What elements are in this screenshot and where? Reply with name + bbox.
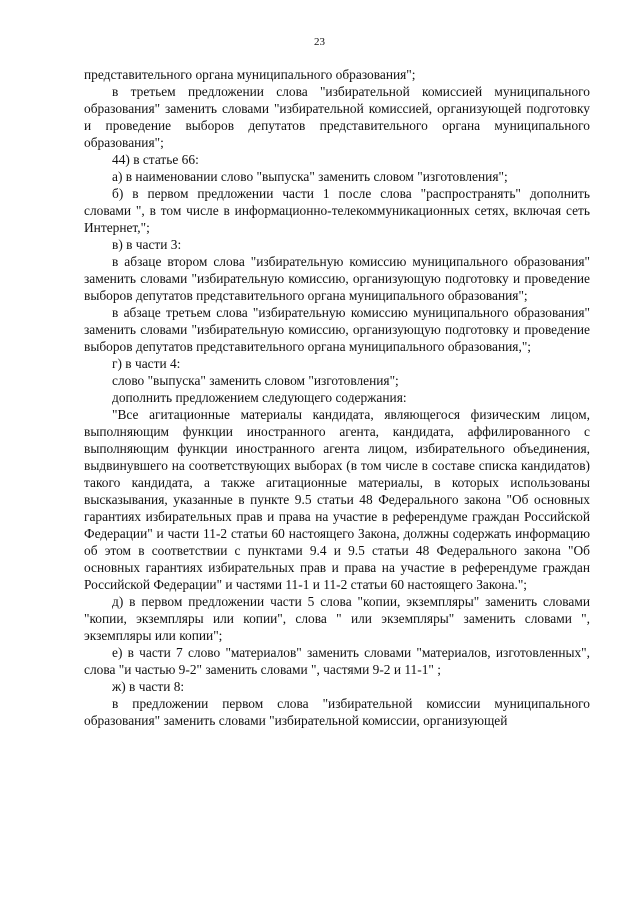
paragraph: дополнить предложением следующего содержания: [112, 390, 407, 405]
paragraph: слово "выпуска" заменить словом "изготовления"; [112, 373, 399, 388]
paragraph: 44) в статье 66: [112, 152, 199, 167]
paragraph: д) в первом предложении части 5 слова "копии, экземпляры" заменить словами "копии, экземпляры или копии", слова " или экземпляры" заменить словами ", экземпляры или копии"; [84, 594, 590, 643]
paragraph: в) в части 3: [112, 237, 182, 252]
paragraph: а) в наименовании слово "выпуска" заменить словом "изготовления"; [112, 169, 508, 184]
paragraph: в третьем предложении слова "избирательной комиссией муниципального образования" заменить словами "избирательной комиссией, организующей подготовку и проведение выборов депутатов представительного органа муниципального образования"; [84, 84, 590, 150]
paragraph: е) в части 7 слово "материалов" заменить словами "материалов, изготовленных", слова "и частью 9-2" заменить словами ", частями 9-2 и 11-1" ; [84, 645, 590, 677]
paragraph: в предложении первом слова "избирательной комиссии муниципального образования" заменить словами "избирательной комиссии, организующей [84, 696, 590, 728]
page-number: 23 [314, 36, 325, 48]
paragraph: ж) в части 8: [112, 679, 185, 694]
paragraph: представительного органа муниципального образования"; [84, 67, 416, 82]
paragraph: б) в первом предложении части 1 после слова "распространять" дополнить словами ", в том числе в информационно-телекоммуникационных сетях, включая сеть Интернет,"; [84, 186, 590, 235]
paragraph: "Все агитационные материалы кандидата, являющегося физическим лицом, выполняющим функции иностранного агента, кандидата, аффилированного с выполняющим функции иностранного агента лицом, избирательного объединения, выдвинувшего на соответствующих выборах (в том числе в составе списка кандидатов) такого кандидата, а также агитационные материалы, в которых использованы высказывания, указанные в пункте 9.5 статьи 48 Федерального закона "Об основных гарантиях избирательных прав и права на участие в референдуме граждан Российской Федерации" и части 11-2 статьи 60 настоящего Закона, должны содержать информацию об этом в соответствии с пунктами 9.4 и 9.5 статьи 48 Федерального закона "Об основных гарантиях избирательных прав и права на участие в референдуме граждан Российской Федерации" и частями 11-1 и 11-2 статьи 60 настоящего Закона."; [84, 407, 590, 592]
document-body [84, 66, 590, 729]
paragraph: в абзаце третьем слова "избирательную комиссию муниципального образования" заменить словами "избирательную комиссию, организующую подготовку и проведение выборов депутатов представительного органа муниципального образования,"; [84, 305, 590, 354]
paragraph: в абзаце втором слова "избирательную комиссию муниципального образования" заменить словами "избирательную комиссию, организующую подготовку и проведение выборов депутатов представительного органа муниципального образования"; [84, 254, 590, 303]
paragraph: г) в части 4: [112, 356, 181, 371]
